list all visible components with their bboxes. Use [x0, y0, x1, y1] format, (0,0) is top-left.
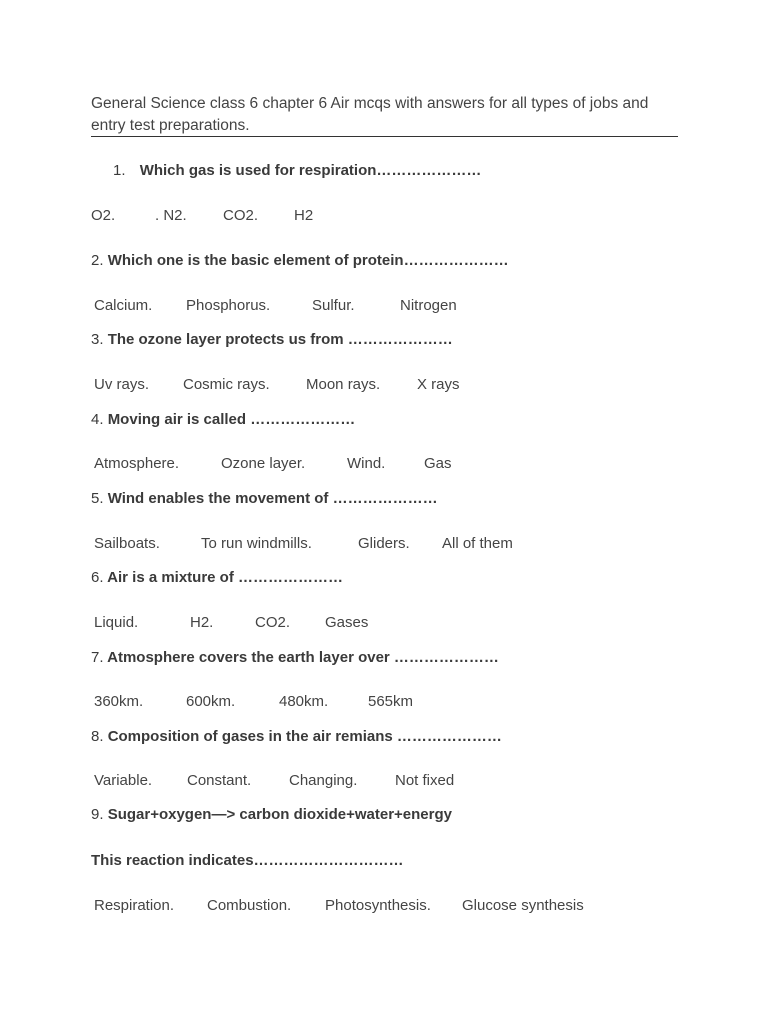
- question-text: The ozone layer protects us from …………………: [107, 331, 453, 348]
- option-b: To run windmills.: [201, 535, 312, 552]
- option-c: CO2.: [223, 207, 259, 224]
- question-text: Composition of gases in the air remians …………………: [107, 728, 502, 745]
- question-number: 9.: [91, 806, 104, 823]
- option-d: H2: [294, 207, 314, 224]
- option-b: Phosphorus.: [186, 297, 271, 314]
- question-text: Which gas is used for respiration…………………: [139, 162, 482, 179]
- question-text: Moving air is called …………………: [107, 411, 356, 428]
- option-d: Not fixed: [395, 772, 455, 789]
- option-c: CO2.: [255, 614, 291, 631]
- option-a: Variable.: [94, 772, 153, 789]
- option-b: H2.: [190, 614, 214, 631]
- option-b: Constant.: [187, 772, 252, 789]
- question-8: [91, 728, 502, 745]
- question-text: Atmosphere covers the earth layer over …………………: [107, 649, 499, 666]
- option-c: Sulfur.: [312, 297, 355, 314]
- question-number: 1.: [113, 162, 126, 179]
- option-d: Gas: [424, 455, 452, 472]
- question-number: 5.: [91, 490, 104, 507]
- option-c: Gliders.: [358, 535, 410, 552]
- question-3: [91, 331, 453, 348]
- question-9: [91, 806, 452, 823]
- question-text: Air is a mixture of …………………: [107, 569, 344, 586]
- question-number: 6.: [91, 569, 104, 586]
- option-b: Combustion.: [207, 897, 292, 914]
- option-d: 565km: [368, 693, 414, 710]
- option-b: Cosmic rays.: [183, 376, 270, 393]
- option-a: Atmosphere.: [94, 455, 180, 472]
- option-c: Wind.: [347, 455, 386, 472]
- question-1: [113, 162, 481, 179]
- option-c: Changing.: [289, 772, 358, 789]
- option-b: . N2.: [155, 207, 187, 224]
- option-a: O2.: [91, 207, 116, 224]
- question-number: 4.: [91, 411, 104, 428]
- option-a: Uv rays.: [94, 376, 150, 393]
- option-c: 480km.: [279, 693, 329, 710]
- option-d: X rays: [417, 376, 460, 393]
- option-a: Liquid.: [94, 614, 139, 631]
- question-9-subtext: This reaction indicates…………………………: [91, 852, 404, 869]
- option-d: All of them: [442, 535, 513, 552]
- question-5: [91, 490, 438, 507]
- option-b: Ozone layer.: [221, 455, 306, 472]
- question-number: 7.: [91, 649, 104, 666]
- option-b: 600km.: [186, 693, 236, 710]
- option-d: Glucose synthesis: [462, 897, 584, 914]
- question-text: Which one is the basic element of protein…………………: [107, 252, 509, 269]
- question-text: Sugar+oxygen—> carbon dioxide+water+energy: [107, 806, 452, 823]
- question-7: [91, 649, 499, 666]
- option-c: Photosynthesis.: [325, 897, 431, 914]
- question-4: [91, 411, 355, 428]
- option-a: Respiration.: [94, 897, 175, 914]
- option-a: Sailboats.: [94, 535, 160, 552]
- question-2: [91, 252, 509, 269]
- option-d: Nitrogen: [400, 297, 457, 314]
- question-6: [91, 569, 343, 586]
- question-number: 2.: [91, 252, 104, 269]
- question-number: 3.: [91, 331, 104, 348]
- option-a: Calcium.: [94, 297, 153, 314]
- question-text: Wind enables the movement of …………………: [107, 490, 438, 507]
- option-c: Moon rays.: [306, 376, 381, 393]
- document-title: General Science class 6 chapter 6 Air mcqs with answers for all types of jobs and entry test preparations.: [91, 93, 678, 137]
- option-d: Gases: [325, 614, 369, 631]
- question-number: 8.: [91, 728, 104, 745]
- option-a: 360km.: [94, 693, 144, 710]
